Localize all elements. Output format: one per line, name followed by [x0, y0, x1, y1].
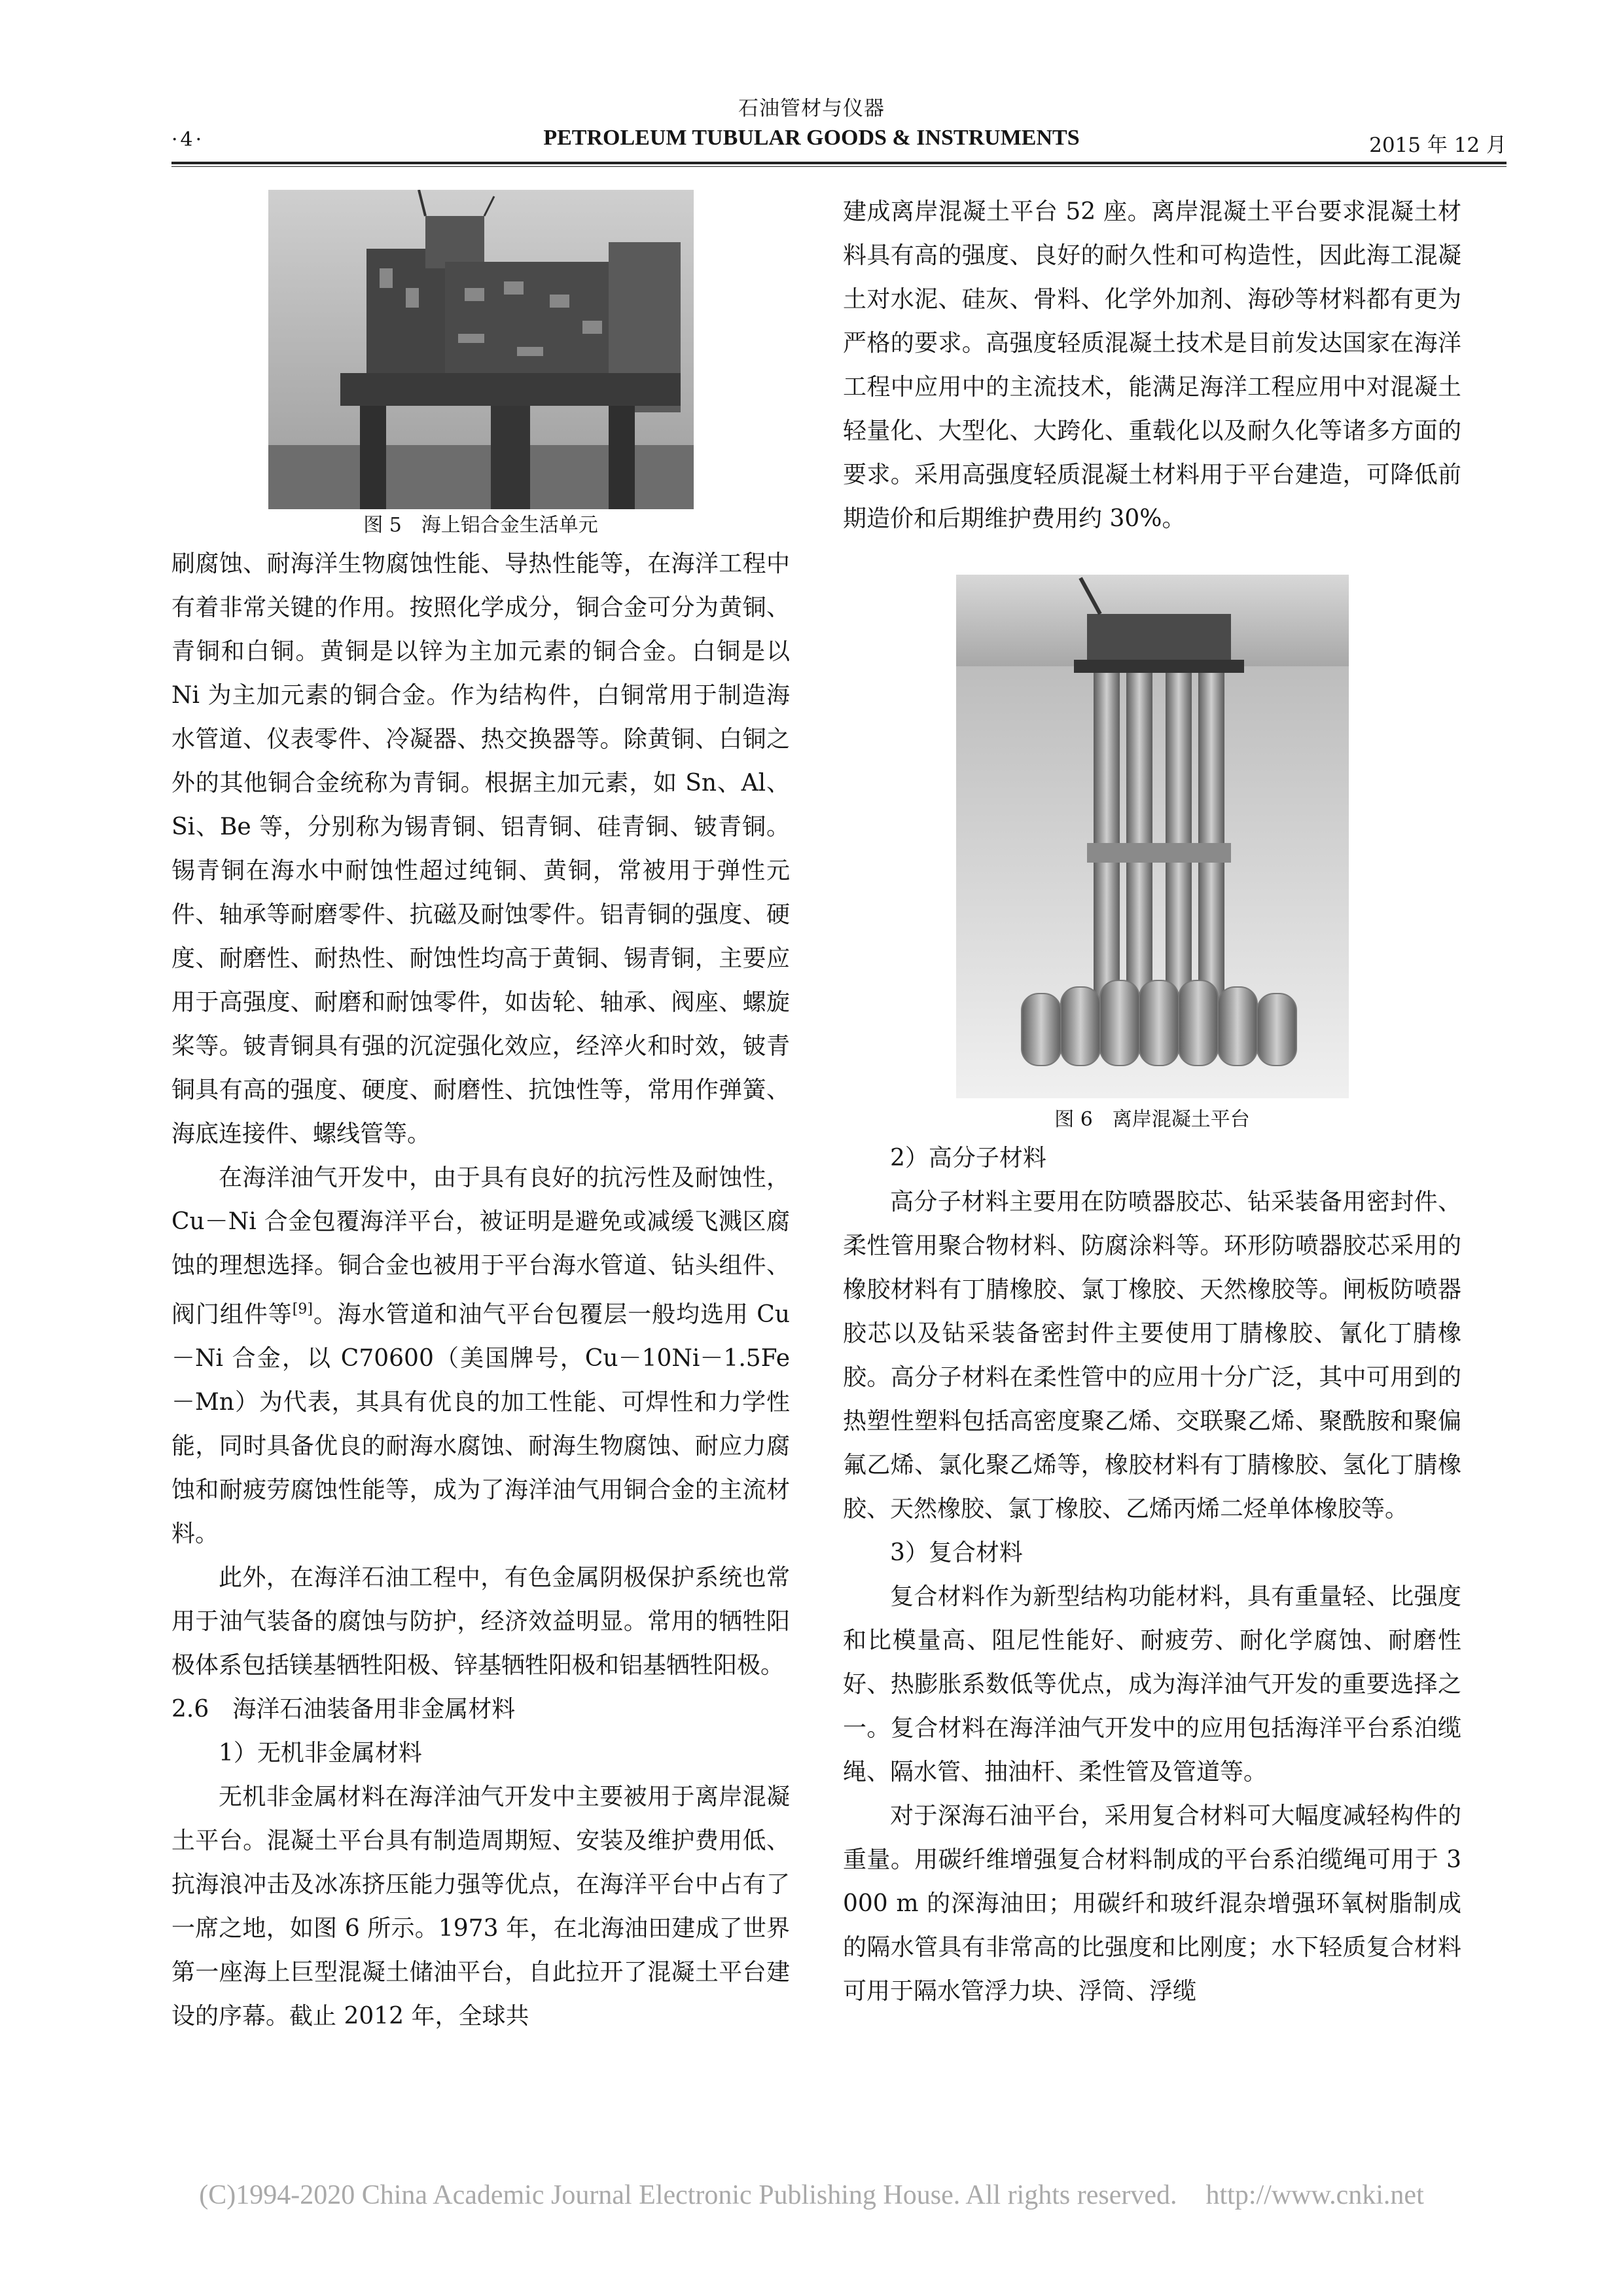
- paragraph: 对于深海石油平台，采用复合材料可大幅度减轻构件的重量。用碳纤维增强复合材料制成的平台系泊缆绳可用于 3 000 m 的深海油田；用碳纤和玻纤混杂增强环氧树脂制成的隔水管具有非常高的比强度和比刚度；水下轻质复合材料可用于隔水管浮力块、浮筒、浮缆: [843, 1803, 1461, 2005]
- issue-date: 2015 年 12 月: [1369, 134, 1507, 157]
- journal-title-cn: 石油管材与仪器: [738, 97, 885, 120]
- subsection-heading: 3）复合材料: [890, 1539, 1023, 1566]
- paragraph: 此外，在海洋石油工程中，有色金属阴极保护系统也常用于油气装备的腐蚀与防护，经济效益明显。常用的牺牲阳极体系包括镁基牺牲阳极、锌基牺牲阳极和铝基牺牲阳极。: [171, 1564, 790, 1679]
- platform-photo: [268, 190, 694, 509]
- figure-6-caption: 图 6 离岸混凝土平台: [1054, 1108, 1250, 1131]
- paragraph-text: 在海洋油气开发中，由于具有良好的抗污性及耐蚀性，Cu－Ni 合金包覆海洋平台，被证明是避免或减缓飞溅区腐蚀的理想选择。铜合金也被用于平台海水管道、钻头组件、阀门组件等: [171, 1164, 790, 1328]
- citation-ref: [9]: [292, 1301, 313, 1318]
- copyright-text: (C)1994-2020 China Academic Journal Electronic Publishing House. All rights reserved.: [199, 2180, 1177, 2210]
- header-rule: [171, 162, 1507, 167]
- right-column: [843, 190, 1461, 2013]
- paragraph: 建成离岸混凝土平台 52 座。离岸混凝土平台要求混凝土材料具有高的强度、良好的耐久性和可构造性，因此海工混凝土对水泥、硅灰、骨料、化学外加剂、海砂等材料都有更为严格的要求。高强度轻质混凝土技术是目前发达国家在海洋工程中应用中的主流技术，能满足海洋工程应用中对混凝土轻量化、大型化、大跨化、重载化以及耐久化等诸多方面的要求。采用高强度轻质混凝土材料用于平台建造，可降低前期造价和后期维护费用约 30%。: [843, 198, 1461, 532]
- footer-url: http://www.cnki.net: [1205, 2180, 1424, 2210]
- subsection-heading: 1）无机非金属材料: [219, 1740, 422, 1767]
- page-number: ·4·: [171, 128, 205, 151]
- copyright-footer: [0, 2179, 1623, 2211]
- paragraph: 复合材料作为新型结构功能材料，具有重量轻、比强度和比模量高、阻尼性能好、耐疲劳、耐化学腐蚀、耐磨性好、热膨胀系数低等优点，成为海洋油气开发的重要选择之一。复合材料在海洋油气开发中的应用包括海洋平台系泊缆绳、隔水管、抽油杆、柔性管及管道等。: [843, 1583, 1461, 1785]
- section-heading: 2.6 海洋石油装备用非金属材料: [171, 1696, 516, 1723]
- concrete-platform-illustration: [956, 575, 1349, 1098]
- figure-6: [843, 575, 1461, 1136]
- journal-title-en: PETROLEUM TUBULAR GOODS & INSTRUMENTS: [543, 126, 1080, 150]
- paragraph: 无机非金属材料在海洋油气开发中主要被用于离岸混凝土平台。混凝土平台具有制造周期短、安装及维护费用低、抗海浪冲击及冰冻挤压能力强等优点，在海洋平台中占有了一席之地，如图 6 所示。1973 年，在北海油田建成了世界第一座海上巨型混凝土储油平台，自此拉开了混凝土平台建设的序幕。截止 2012 年，全球共: [171, 1784, 790, 2030]
- paragraph-text: 。海水管道和油气平台包覆层一般均选用 Cu－Ni 合金，以 C70600（美国牌号，Cu－10Ni－1.5Fe－Mn）为代表，其具有优良的加工性能、可焊性和力学性能，同时具备优良的耐海水腐蚀、耐海生物腐蚀、耐应力腐蚀和耐疲劳腐蚀性能等，成为了海洋油气用铜合金的主流材料。: [171, 1301, 790, 1547]
- left-column: [171, 190, 790, 2038]
- figure-5: [171, 190, 790, 542]
- paragraph: 高分子材料主要用在防喷器胶芯、钻采装备用密封件、柔性管用聚合物材料、防腐涂料等。环形防喷器胶芯采用的橡胶材料有丁腈橡胶、氯丁橡胶、天然橡胶等。闸板防喷器胶芯以及钻采装备密封件主要使用丁腈橡胶、氰化丁腈橡胶。高分子材料在柔性管中的应用十分广泛，其中可用到的热塑性塑料包括高密度聚乙烯、交联聚乙烯、聚酰胺和聚偏氟乙烯、氯化聚乙烯等，橡胶材料有丁腈橡胶、氢化丁腈橡胶、天然橡胶、氯丁橡胶、乙烯丙烯二烃单体橡胶等。: [843, 1189, 1461, 1522]
- paragraph: [171, 1156, 790, 1556]
- paragraph: 刷腐蚀、耐海洋生物腐蚀性能、导热性能等，在海洋工程中有着非常关键的作用。按照化学成分，铜合金可分为黄铜、青铜和白铜。黄铜是以锌为主加元素的铜合金。白铜是以 Ni 为主加元素的铜合金。作为结构件，白铜常用于制造海水管道、仪表零件、冷凝器、热交换器等。除黄铜、白铜之外的其他铜合金统称为青铜。根据主加元素，如 Sn、Al、Si、Be 等，分别称为锡青铜、铝青铜、硅青铜、铍青铜。锡青铜在海水中耐蚀性超过纯铜、黄铜，常被用于弹性元件、轴承等耐磨零件、抗磁及耐蚀零件。铝青铜的强度、硬度、耐磨性、耐热性、耐蚀性均高于黄铜、锡青铜，主要应用于高强度、耐磨和耐蚀零件，如齿轮、轴承、阀座、螺旋桨等。铍青铜具有强的沉淀强化效应，经淬火和时效，铍青铜具有高的强度、硬度、耐磨性、抗蚀性等，常用作弹簧、海底连接件、螺线管等。: [171, 550, 790, 1147]
- subsection-heading: 2）高分子材料: [890, 1145, 1046, 1172]
- figure-5-caption: 图 5 海上铝合金生活单元: [363, 514, 598, 537]
